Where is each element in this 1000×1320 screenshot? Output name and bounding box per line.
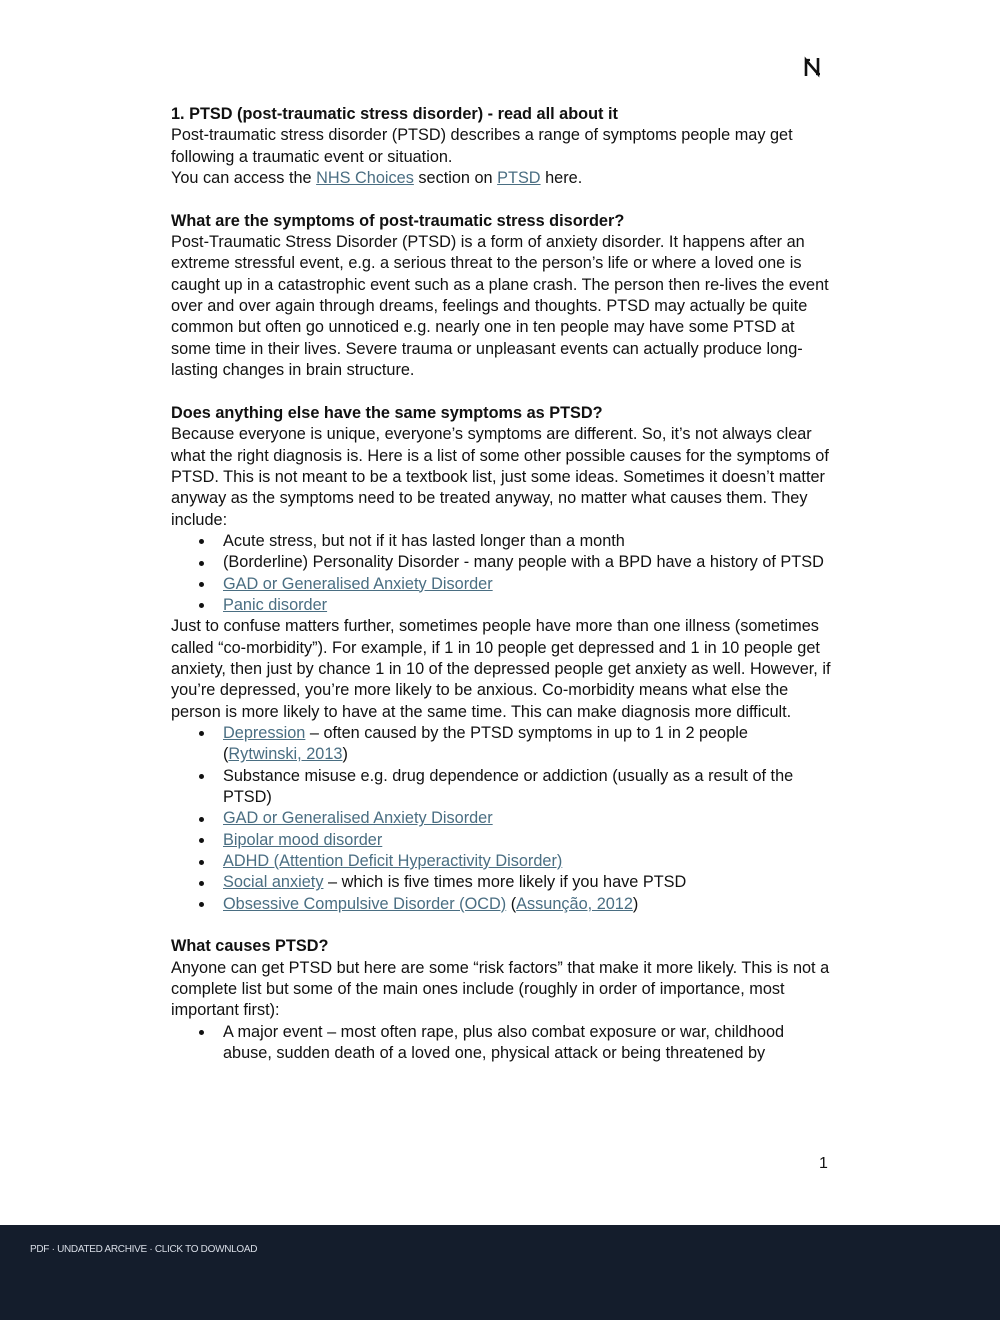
access-line <box>171 168 831 189</box>
list-item: Substance misuse e.g. drug dependence or addiction (usually as a result of the PTSD) <box>171 766 831 809</box>
comorbidity-list <box>171 723 831 915</box>
spacer <box>171 381 831 402</box>
list-item <box>171 574 831 595</box>
differential-list <box>171 531 831 616</box>
access-text: here. <box>540 169 583 188</box>
causes-list <box>171 1022 831 1065</box>
bipolar-link[interactable]: Bipolar mood disorder <box>223 830 383 849</box>
list-item <box>171 723 831 766</box>
list-item <box>171 595 831 616</box>
page-number: 1 <box>819 1155 828 1172</box>
list-text: ( <box>506 894 517 913</box>
document-body <box>171 104 831 1064</box>
adhd-link[interactable]: ADHD (Attention Deficit Hyperactivity Disorder) <box>223 852 563 871</box>
list-text: – often caused by the PTSD symptoms in up to 1 in 2 people ( <box>223 723 748 764</box>
causes-paragraph: Anyone can get PTSD but here are some “risk factors” that make it more likely. This is not a complete list but some of the main ones include (roughly in order of importance, most important first): <box>171 958 830 1020</box>
N-logo-icon <box>803 56 823 78</box>
list-item: Acute stress, but not if it has lasted longer than a month <box>171 531 831 552</box>
gad-link[interactable]: GAD or Generalised Anxiety Disorder <box>223 574 493 593</box>
spacer <box>171 915 831 936</box>
list-item: A major event – most often rape, plus also combat exposure or war, childhood abuse, sudden death of a loved one, physical attack or being threatened by <box>171 1022 831 1065</box>
list-item: (Borderline) Personality Disorder - many people with a BPD have a history of PTSD <box>171 552 831 573</box>
list-text: ) <box>342 745 348 764</box>
spacer <box>171 189 831 210</box>
panic-disorder-link[interactable]: Panic disorder <box>223 595 328 614</box>
section-title: 1. PTSD (post-traumatic stress disorder) - read all about it <box>171 105 618 123</box>
list-item <box>171 830 831 851</box>
gad-link[interactable]: GAD or Generalised Anxiety Disorder <box>223 809 493 828</box>
list-text: – which is five times more likely if you have PTSD <box>323 873 687 892</box>
symptoms-paragraph: Post-Traumatic Stress Disorder (PTSD) is a form of anxiety disorder. It happens after an extreme stressful event, e.g. a serious threat to the person’s life or where a loved one is caught up in a catastrophic event such as a plane crash. The person then re-lives the event over and over again through dreams, feelings and thoughts. PTSD may actually be quite common but often go unnoticed e.g. nearly one in ten people may have some PTSD at some time in their lives. Severe trauma or unpleasant events can actually produce long-lasting changes in brain structure. <box>171 233 829 380</box>
social-anxiety-link[interactable]: Social anxiety <box>223 873 324 892</box>
ptsd-link[interactable]: PTSD <box>497 169 541 188</box>
nhs-choices-link[interactable]: NHS Choices <box>316 169 414 188</box>
depression-link[interactable]: Depression <box>223 723 306 742</box>
assuncao-link[interactable]: Assunção, 2012 <box>516 894 633 913</box>
intro-paragraph: Post-traumatic stress disorder (PTSD) describes a range of symptoms people may get following a traumatic event or situation. <box>171 126 793 166</box>
comorbidity-paragraph: Just to confuse matters further, sometimes people have more than one illness (sometimes called “co-morbidity”). For example, if 1 in 10 people get depressed and 1 in 10 people get anxiety, then just by chance 1 in 10 of the depressed people get anxiety as well. However, if you’re depressed, you’re more likely to be anxious. Co-morbidity means what else the person is more likely to have at the same time. This can make diagnosis more difficult. <box>171 617 831 721</box>
access-text: section on <box>413 169 498 188</box>
list-item <box>171 894 831 915</box>
rytwinski-link[interactable]: Rytwinski, 2013 <box>228 745 343 764</box>
list-item <box>171 851 831 872</box>
access-text: You can access the <box>171 169 317 188</box>
download-link[interactable]: PDF · UNDATED ARCHIVE · CLICK TO DOWNLOAD <box>30 1244 258 1255</box>
same-symptoms-heading: Does anything else have the same symptoms as PTSD? <box>171 403 603 422</box>
causes-heading: What causes PTSD? <box>171 937 329 956</box>
list-item <box>171 808 831 829</box>
list-item <box>171 872 831 893</box>
same-symptoms-paragraph: Because everyone is unique, everyone’s symptoms are different. So, it’s not always clear what the right diagnosis is. Here is a list of some other possible causes for the symptoms of PTSD. This is not meant to be a textbook list, just some ideas. Sometimes it doesn’t matter anyway as the symptoms need to be treated anyway, no matter what causes them. They include: <box>171 425 829 529</box>
download-footer-bar[interactable] <box>0 1225 1000 1320</box>
ocd-link[interactable]: Obsessive Compulsive Disorder (OCD) <box>223 894 507 913</box>
list-text: ) <box>632 894 639 913</box>
symptoms-heading: What are the symptoms of post-traumatic stress disorder? <box>171 211 625 230</box>
